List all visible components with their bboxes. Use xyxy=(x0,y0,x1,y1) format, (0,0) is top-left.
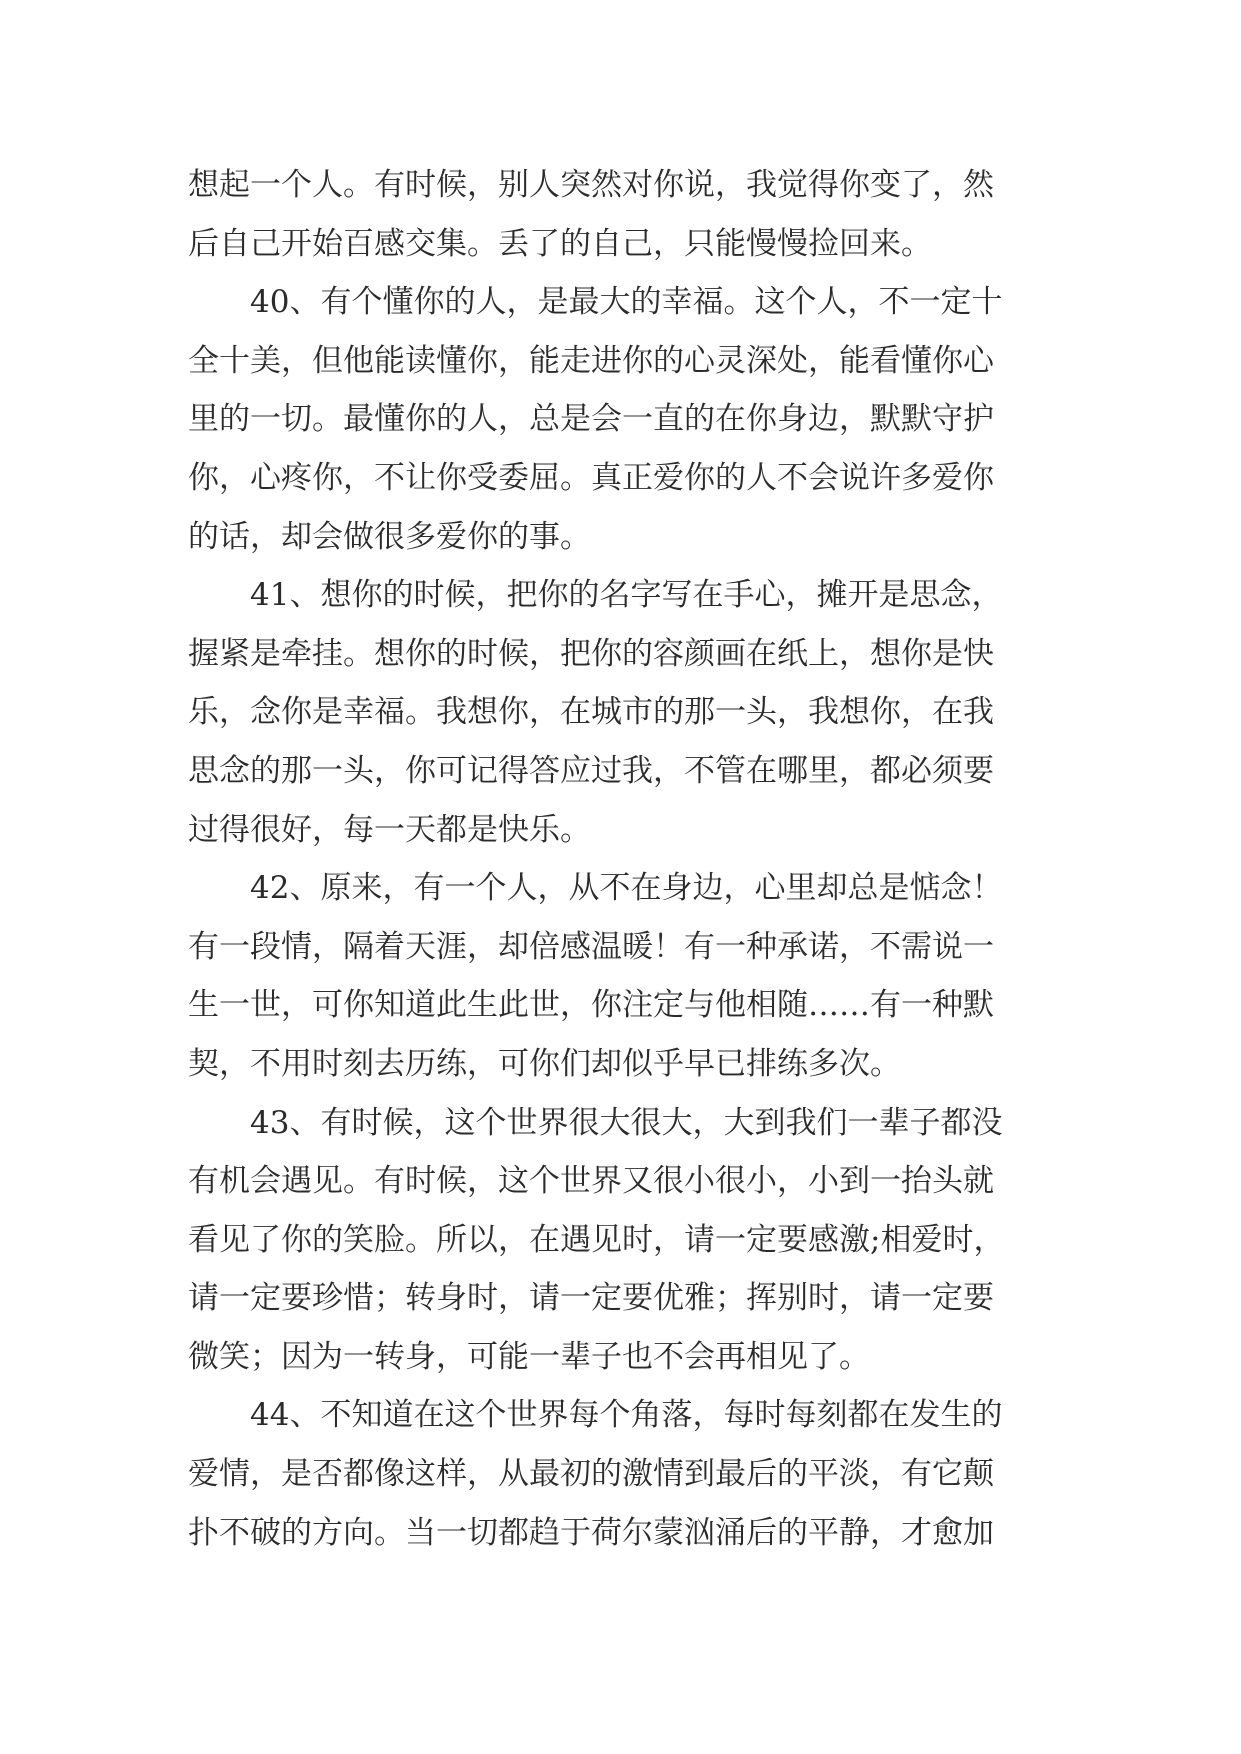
text-line: 有一段情，隔着天涯，却倍感温暖！有一种承诺，不需说一 xyxy=(188,928,994,965)
text-line: 思念的那一头，你可记得答应过我，不管在哪里，都必须要 xyxy=(188,752,994,789)
text-line: 你，心疼你，不让你受委屈。真正爱你的人不会说许多爱你 xyxy=(188,459,994,496)
text-line: 契，不用时刻去历练，可你们却似乎早已排练多次。 xyxy=(188,1045,901,1082)
paragraph-start-line: 43、有时候，这个世界很大很大，大到我们一辈子都没 xyxy=(250,1104,1003,1141)
text-line: 后自己开始百感交集。丢了的自己，只能慢慢捡回来。 xyxy=(188,225,932,262)
text-line: 请一定要珍惜；转身时，请一定要优雅；挥别时，请一定要 xyxy=(188,1280,994,1317)
text-line: 过得很好，每一天都是快乐。 xyxy=(188,811,591,848)
paragraph-start-line: 44、不知道在这个世界每个角落，每时每刻都在发生的 xyxy=(250,1397,1003,1434)
text-line: 乐，念你是幸福。我想你，在城市的那一头，我想你，在我 xyxy=(188,694,994,731)
paragraph-start-line: 42、原来，有一个人，从不在身边，心里却总是惦念！ xyxy=(250,870,1003,907)
text-line: 里的一切。最懂你的人，总是会一直的在你身边，默默守护 xyxy=(188,401,994,438)
text-line: 扑不破的方向。当一切都趋于荷尔蒙汹涌后的平静，才愈加 xyxy=(188,1514,994,1551)
document-body xyxy=(188,156,1064,1562)
text-line: 生一世，可你知道此生此世，你注定与他相随……有一种默 xyxy=(188,987,994,1024)
text-line: 有机会遇见。有时候，这个世界又很小很小，小到一抬头就 xyxy=(188,1163,994,1200)
text-line: 微笑；因为一转身，可能一辈子也不会再相见了。 xyxy=(188,1338,870,1375)
text-line: 看见了你的笑脸。所以，在遇见时，请一定要感激;相爱时， xyxy=(188,1221,1005,1258)
text-line: 想起一个人。有时候，别人突然对你说，我觉得你变了，然 xyxy=(188,167,994,203)
paragraph-start-line: 41、想你的时候，把你的名字写在手心，摊开是思念， xyxy=(250,577,1003,614)
text-line: 爱情，是否都像这样，从最初的激情到最后的平淡，有它颠 xyxy=(188,1456,994,1493)
paragraph-start-line: 40、有个懂你的人，是最大的幸福。这个人，不一定十 xyxy=(250,284,1003,321)
text-line: 握紧是牵挂。想你的时候，把你的容颜画在纸上，想你是快 xyxy=(188,635,994,672)
text-line: 全十美，但他能读懂你，能走进你的心灵深处，能看懂你心 xyxy=(188,342,994,379)
text-line: 的话，却会做很多爱你的事。 xyxy=(188,518,591,555)
